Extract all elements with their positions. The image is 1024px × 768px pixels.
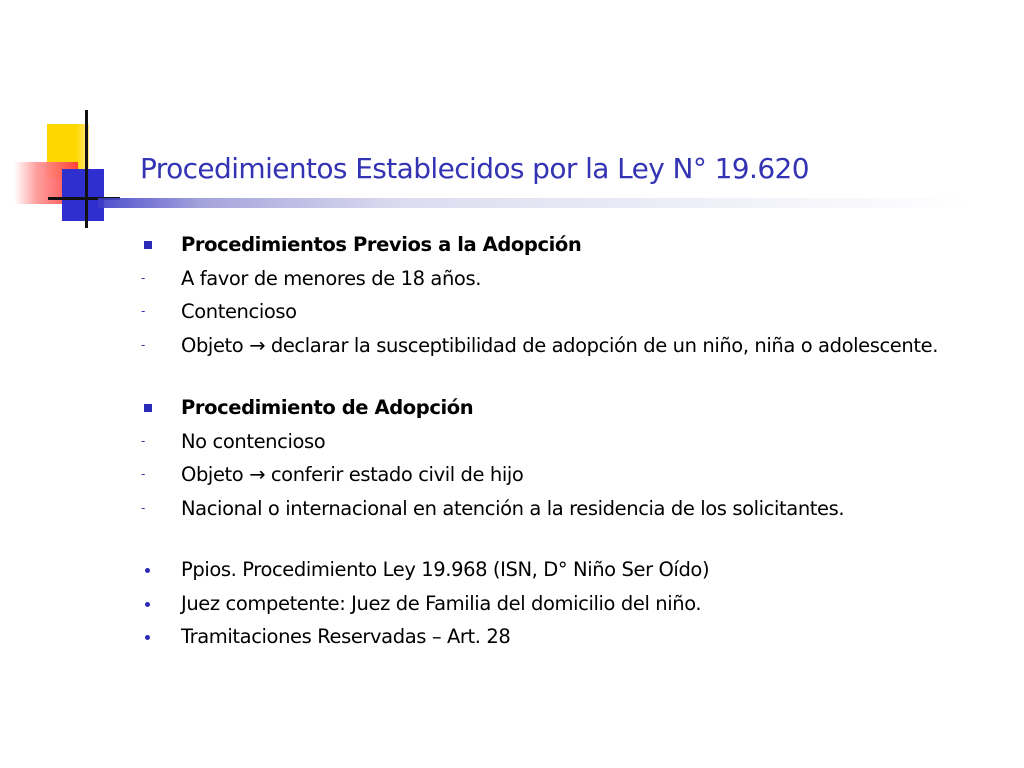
list-item [140, 427, 980, 457]
section-heading-text: Procedimientos Previos a la Adopción [181, 233, 582, 256]
list-item-text: No contencioso [181, 429, 326, 453]
dash-bullet-icon: - [141, 467, 145, 481]
list-item-text: Tramitaciones Reservadas – Art. 28 [181, 625, 511, 648]
list-item-text: Ppios. Procedimiento Ley 19.968 (ISN, D° Niño Ser Oído) [181, 558, 710, 581]
section-heading [140, 230, 980, 260]
spacer [140, 364, 980, 393]
list-item [140, 460, 980, 490]
list-item-text: Objeto → conferir estado civil de hijo [181, 463, 524, 486]
dash-bullet-icon: - [141, 433, 145, 448]
list-item [140, 589, 980, 619]
list-item [140, 622, 980, 652]
spacer [140, 527, 980, 555]
list-item-text: Contencioso [181, 300, 297, 323]
dash-bullet-icon: - [141, 500, 145, 515]
dash-bullet-icon: - [141, 304, 145, 318]
title-underline-decoration [98, 198, 968, 208]
section-heading [140, 393, 980, 423]
list-item-text: Juez competente: Juez de Familia del domicilio del niño. [181, 591, 702, 615]
list-item-text: A favor de menores de 18 años. [181, 266, 482, 290]
list-item [140, 331, 980, 361]
dash-bullet-icon: - [141, 337, 145, 352]
blue-square-decoration [62, 169, 104, 221]
list-item [140, 494, 980, 524]
list-item [140, 555, 980, 585]
list-item [140, 297, 980, 327]
slide-content [140, 230, 980, 656]
slide-title: Procedimientos Establecidos por la Ley N° 19.620 [140, 152, 809, 185]
list-item [140, 264, 980, 294]
list-item-text: Nacional o internacional en atención a la residencia de los solicitantes. [181, 496, 845, 520]
dash-bullet-icon: - [141, 270, 145, 285]
list-item-text: Objeto → declarar la susceptibilidad de adopción de un niño, niña o adolescente. [181, 333, 938, 357]
vertical-line-decoration [85, 110, 88, 228]
section-heading-text: Procedimiento de Adopción [181, 396, 474, 419]
